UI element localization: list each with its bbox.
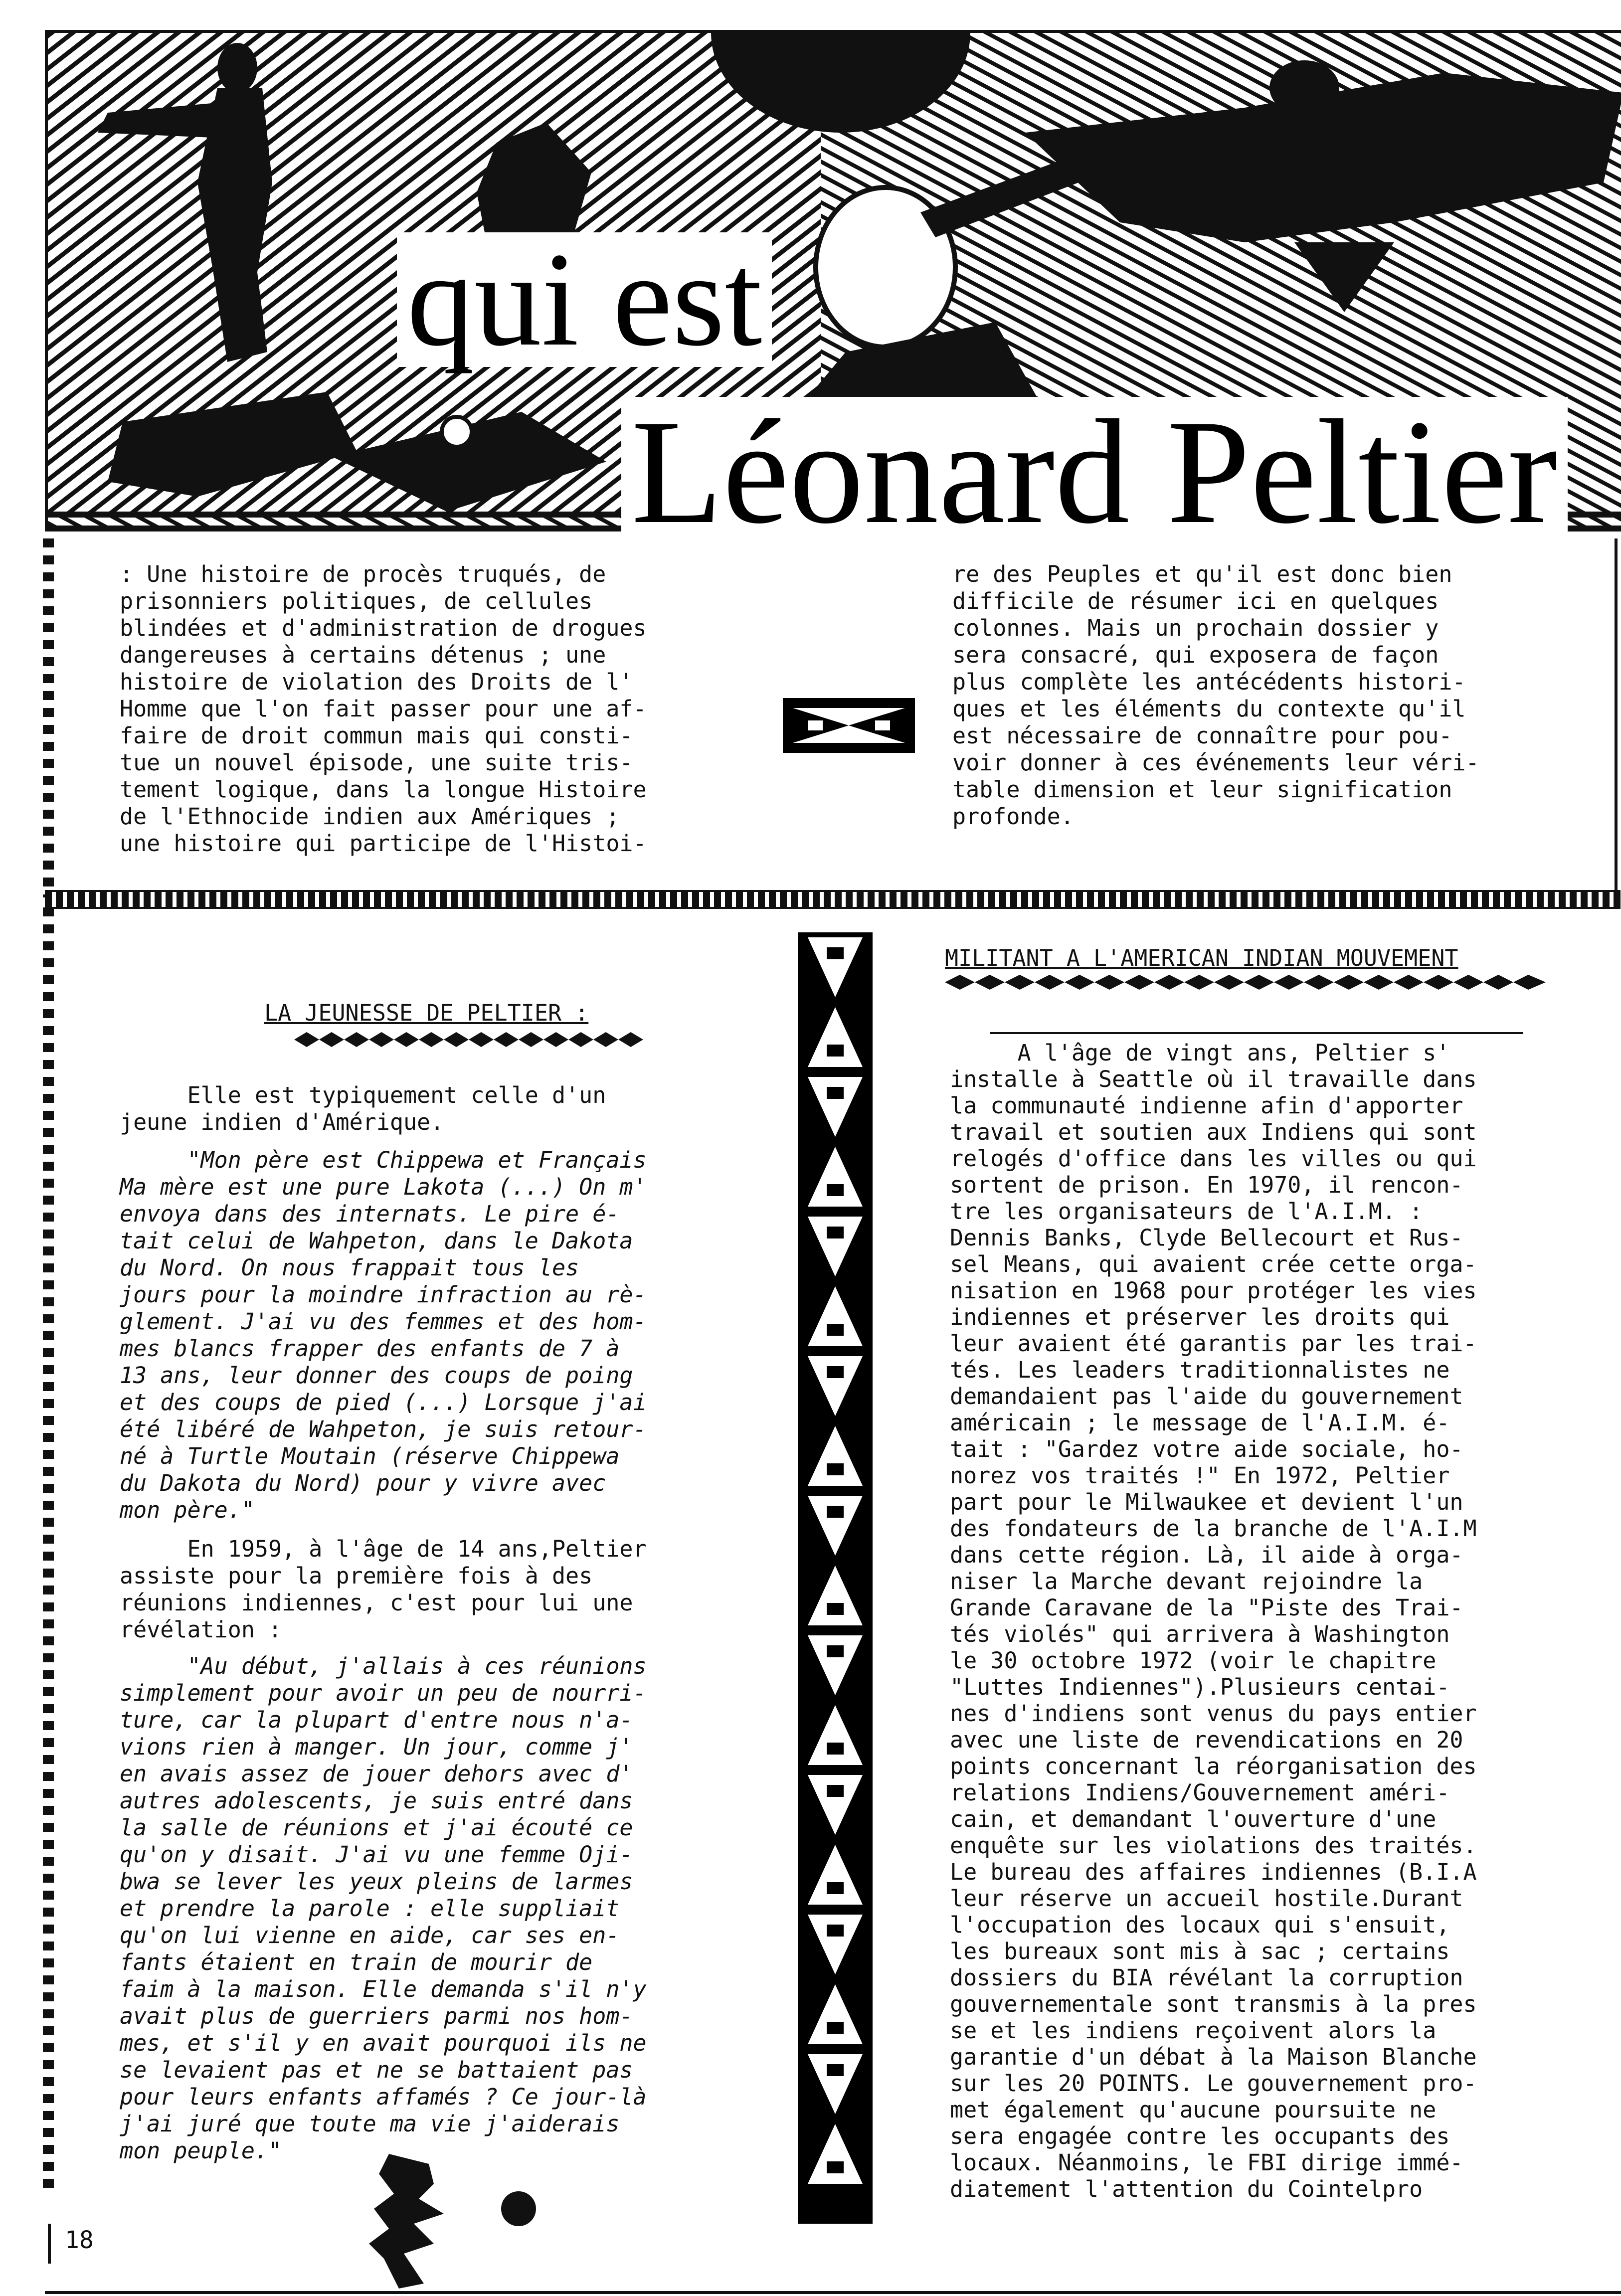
section2-line: Grande Caravane de la "Piste des Trai- [950,1594,1463,1621]
intro-left-line: faire de droit commun mais qui consti- [120,722,633,749]
quote-line: en avais assez de jouer dehors avec d' [120,1761,633,1787]
quote-line: mes, et s'il y en avait pourquoi ils ne [120,2030,647,2056]
triangle-inner-block [827,1882,844,1894]
intro-right-line: ques et les éléments du contexte qu'il [952,696,1466,722]
triangle-divider-column [798,932,873,2224]
title-line-1: qui est [397,232,772,367]
paragraph-line: En 1959, à l'âge de 14 ans,Peltier [120,1536,647,1562]
quote-line: qu'on lui vienne en aide, car ses en- [120,1922,620,1948]
intro-right-line: profonde. [952,803,1074,830]
triangle-up-motif [808,1705,863,1765]
intro-right-line: difficile de résumer ici en quelques [952,588,1439,614]
triangle-down-motif [808,2054,863,2114]
triangle-inner-block [827,2064,844,2076]
section1-intro-paragraph [120,1082,606,1136]
triangle-up-motif [808,1007,863,1067]
intro-left-line: blindées et d'administration de drogues [120,615,647,641]
triangle-inner-block [827,1227,844,1238]
bottom-rule [45,2291,1621,2294]
left-border-bottom [43,907,54,2194]
triangle-up-motif [808,1147,863,1207]
quote-line: simplement pour avoir un peu de nourri- [120,1680,647,1706]
intro-left-line: une histoire qui participe de l'Histoi- [120,830,647,857]
section2-line: sel Means, qui avaient crée cette orga- [950,1251,1477,1277]
quote-line: né à Turtle Moutain (réserve Chippewa [120,1443,620,1469]
section2-line: tés. Les leaders traditionnalistes ne [950,1357,1450,1383]
triangle-inner-block [827,1184,844,1196]
section2-line: locaux. Néanmoins, le FBI dirige immé- [950,2149,1463,2176]
quote-line: et prendre la parole : elle suppliait [120,1895,620,1922]
intro-right-column [952,561,1479,830]
section2-line: part pour le Milwaukee et devient l'un [950,1489,1463,1515]
triangle-up-motif [808,1566,863,1625]
section2-line: leur avaient été garantis par les trai- [950,1330,1477,1357]
intro-left-line: de l'Ethnocide indien aux Amériques ; [120,803,620,830]
heading-zigzag-right [945,972,1546,992]
quote-line: envoya dans des internats. Le pire é- [120,1201,620,1227]
triangle-up-motif [808,1845,863,1905]
triangle-inner-block [827,1045,844,1057]
quote-line: "Mon père est Chippewa et Français [120,1147,647,1173]
intro-left-line: dangereuses à certains détenus ; une [120,642,606,668]
quote-line: qu'on y disait. J'ai vu une femme Oji- [120,1841,633,1868]
section2-line: relations Indiens/Gouvernement améri- [950,1779,1450,1806]
intro-left-column [120,561,647,857]
triangle-inner-block [827,1366,844,1378]
section2-line: sur les 20 POINTS. Le gouvernement pro- [950,2070,1477,2097]
quote-line: mon père." [120,1497,255,1523]
section2-line: tre les organisateurs de l'A.I.M. : [950,1198,1423,1225]
paragraph-line: réunions indiennes, c'est pour lui une [120,1590,633,1616]
bottom-figure-decoration [359,2144,558,2294]
peltier-quote-2 [120,1653,647,2164]
intro-right-line: plus complète les antécédents histori- [952,669,1466,695]
quote-line: jours pour la moindre infraction au rè- [120,1281,647,1308]
section2-line: relogés d'office dans les villes ou qui [950,1145,1477,1172]
section2-column [950,1040,1477,2202]
triangle-inner-block [827,1645,844,1657]
triangle-inner-block [827,1324,844,1336]
quote-line: avait plus de guerriers parmi nos hom- [120,2003,633,2029]
triangle-inner-block [827,1785,844,1797]
quote-line: tait celui de Wahpeton, dans le Dakota [120,1228,633,1254]
intro-right-line: colonnes. Mais un prochain dossier y [952,615,1439,641]
triangle-down-motif [808,1077,863,1137]
intro-right-line: re des Peuples et qu'il est donc bien [952,561,1452,587]
intro-left-line: prisonniers politiques, de cellules [120,588,593,614]
quote-line: glement. J'ai vu des femmes et des hom- [120,1308,647,1335]
triangle-inner-block [827,1603,844,1615]
intro-left-line: tue un nouvel épisode, une suite tris- [120,749,633,776]
quote-line: vions rien à manger. Un jour, comme j' [120,1734,633,1760]
bowtie-emblem [783,698,915,753]
section-heading-militant: MILITANT A L'AMERICAN INDIAN MOUVEMENT [945,945,1458,971]
section2-line: sera engagée contre les occupants des [950,2123,1450,2149]
section2-line: travail et soutien aux Indiens qui sont [950,1119,1477,1145]
quote-line: se levaient pas et ne se battaient pas [120,2057,633,2083]
section2-line: Dennis Banks, Clyde Bellecourt et Rus- [950,1225,1463,1251]
section2-line: "Luttes Indiennes").Plusieurs centai- [950,1674,1450,1700]
section2-line: Le bureau des affaires indiennes (B.I.A [950,1859,1477,1885]
quote-line: "Au début, j'allais à ces réunions [120,1653,647,1679]
section2-line: diatement l'attention du Cointelpro [950,2176,1423,2202]
quote-line: fants étaient en train de mourir de [120,1949,593,1975]
paragraph-line: jeune indien d'Amérique. [120,1109,444,1135]
triangle-up-motif [808,1426,863,1486]
right-border [1615,538,1618,897]
triangle-inner-block [827,947,844,959]
section2-line: enquête sur les violations des traités. [950,1832,1477,1859]
quote-line: pour leurs enfants affamés ? Ce jour-là [120,2084,647,2110]
section2-line: dans cette région. Là, il aide à orga- [950,1542,1463,1568]
section2-line: des fondateurs de la branche de l'A.I.M [950,1515,1477,1542]
triangle-inner-block [827,2161,844,2173]
section2-line: gouvernementale sont transmis à la pres [950,1991,1477,2017]
quote-line: j'ai juré que toute ma vie j'aiderais [120,2111,620,2137]
section2-line: américain ; le message de l'A.I.M. é- [950,1410,1450,1436]
header-banner [45,30,1621,531]
section2-rule [990,1032,1523,1034]
triangle-inner-block [827,2022,844,2034]
triangle-up-motif [808,2124,863,2184]
triangle-down-motif [808,1496,863,1556]
triangle-down-motif [808,1356,863,1416]
quote-line: la salle de réunions et j'ai écouté ce [120,1814,633,1841]
section2-line: se et les indiens reçoivent alors la [950,2017,1437,2044]
section2-line: indiennes et préserver les droits qui [950,1304,1450,1330]
triangle-down-motif [808,1217,863,1276]
section2-line: nes d'indiens sont venus du pays entier [950,1700,1477,1727]
triangle-down-motif [808,937,863,997]
section2-line: sortent de prison. En 1970, il rencon- [950,1172,1463,1198]
page-margin-rule [48,2224,51,2264]
heading-zigzag-left [294,1030,643,1050]
section1-paragraph-2 [120,1536,647,1643]
paragraph-line: assiste pour la première fois à des [120,1563,593,1589]
section2-line: demandaient pas l'aide du gouvernement [950,1383,1463,1410]
section2-line: nisation en 1968 pour protéger les vies [950,1277,1477,1304]
section2-line: dossiers du BIA révélant la corruption [950,1964,1463,1991]
intro-right-line: est nécessaire de connaître pour pou- [952,722,1452,749]
title-line-2: Léonard Peltier [621,397,1568,531]
section-divider-border [45,890,1621,909]
section2-line: le 30 octobre 1972 (voir le chapitre [950,1647,1437,1674]
triangle-inner-block [827,1925,844,1937]
left-border-top [43,538,54,897]
paragraph-line: Elle est typiquement celle d'un [120,1082,606,1108]
intro-left-line: tement logique, dans la longue Histoire [120,776,647,803]
section2-line: tés violés" qui arrivera à Washington [950,1621,1450,1647]
quote-line: Ma mère est une pure Lakota (...) On m' [120,1174,647,1200]
section2-line: l'occupation des locaux qui s'ensuit, [950,1912,1450,1938]
quote-line: 13 ans, leur donner des coups de poing [120,1362,633,1389]
section2-line: garantie d'un débat à la Maison Blanche [950,2044,1477,2070]
section2-line: leur réserve un accueil hostile.Durant [950,1885,1463,1912]
quote-line: et des coups de pied (...) Lorsque j'ai [120,1389,647,1415]
intro-right-line: sera consacré, qui exposera de façon [952,642,1439,668]
intro-left-line: : Une histoire de procès truqués, de [120,561,606,587]
intro-left-line: Homme que l'on fait passer pour une af- [120,696,647,722]
quote-line: faim à la maison. Elle demanda s'il n'y [120,1976,647,2002]
peltier-quote-1 [120,1147,647,1524]
section2-line: niser la Marche devant rejoindre la [950,1568,1423,1594]
quote-line: bwa se lever les yeux pleins de larmes [120,1868,633,1895]
quote-line: du Nord. On nous frappait tous les [120,1254,579,1281]
triangle-down-motif [808,1775,863,1835]
quote-line: autres adolescents, je suis entré dans [120,1787,633,1814]
section2-line: avec une liste de revendications en 20 [950,1727,1463,1753]
section2-line: cain, et demandant l'ouverture d'une [950,1806,1437,1832]
triangle-up-motif [808,1984,863,2044]
section2-line: la communauté indienne afin d'apporter [950,1092,1463,1119]
intro-right-line: table dimension et leur signification [952,776,1452,803]
quote-line: ture, car la plupart d'entre nous n'a- [120,1707,633,1733]
triangle-inner-block [827,1506,844,1518]
section2-line: met également qu'aucune poursuite ne [950,2097,1437,2123]
intro-right-line: voir donner à ces événements leur véri- [952,749,1479,776]
section2-line: points concernant la réorganisation des [950,1753,1477,1779]
triangle-up-motif [808,1286,863,1346]
section2-line: les bureaux sont mis à sac ; certains [950,1938,1450,1964]
paragraph-line: révélation : [120,1616,282,1643]
quote-line: mes blancs frapper des enfants de 7 à [120,1335,620,1362]
section2-line: tait : "Gardez votre aide sociale, ho- [950,1436,1463,1462]
section2-line: installe à Seattle où il travaille dans [950,1066,1477,1092]
triangle-down-motif [808,1635,863,1695]
intro-left-line: histoire de violation des Droits de l' [120,669,633,695]
quote-line: mon peuple." [120,2137,282,2164]
triangle-inner-block [827,1463,844,1475]
section-heading-jeunesse: LA JEUNESSE DE PELTIER : [264,1000,589,1026]
quote-line: été libéré de Wahpeton, je suis retour- [120,1416,647,1442]
triangle-inner-block [827,1743,844,1755]
quote-line: du Dakota du Nord) pour y vivre avec [120,1470,606,1496]
section2-line: norez vos traités !" En 1972, Peltier [950,1462,1450,1489]
triangle-down-motif [808,1915,863,1974]
section2-line: A l'âge de vingt ans, Peltier s' [950,1040,1450,1066]
page-number: 18 [65,2226,94,2254]
triangle-inner-block [827,1087,844,1099]
